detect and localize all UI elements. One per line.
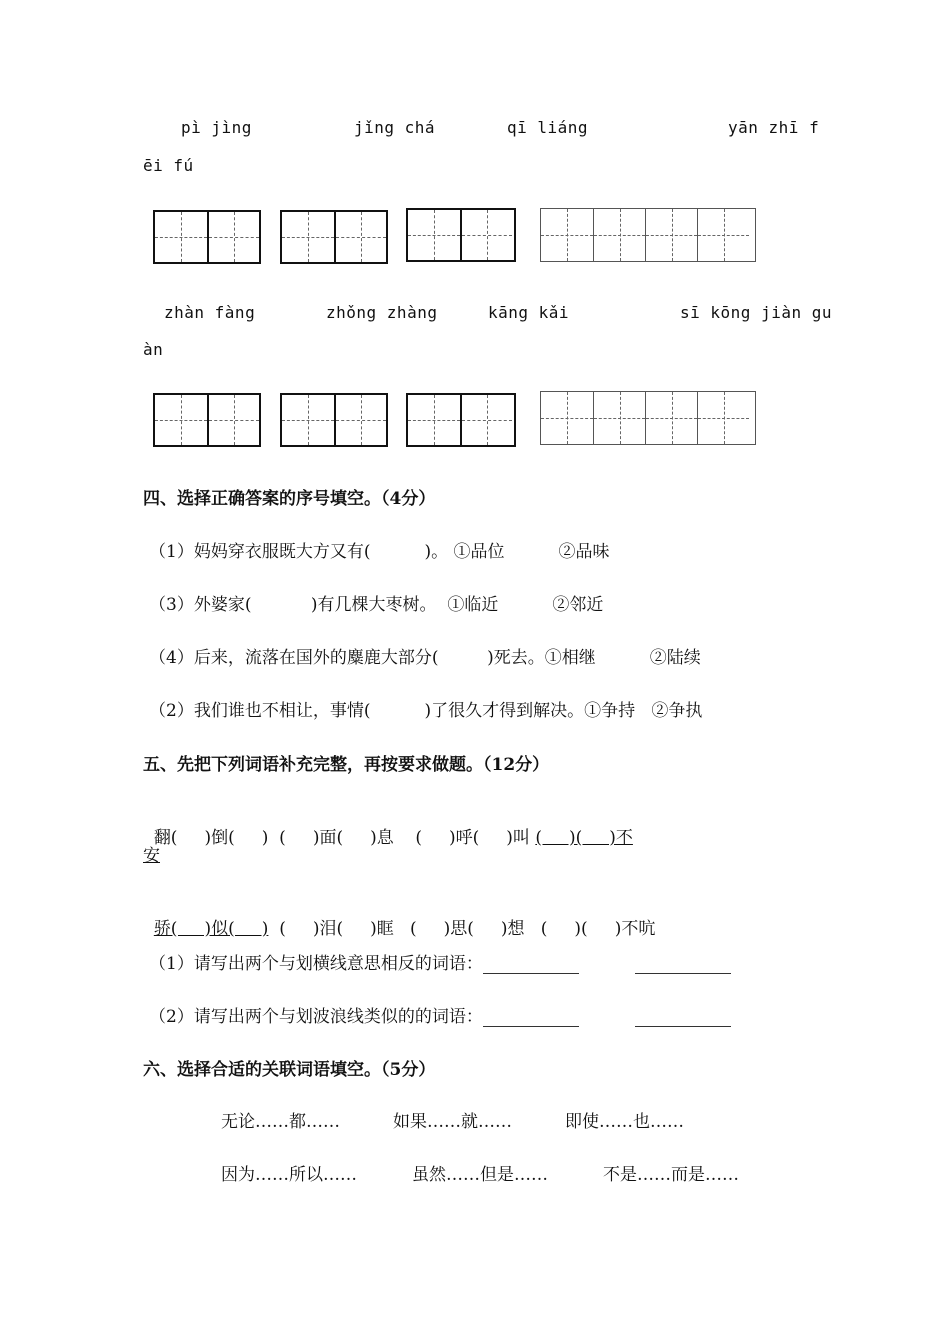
grid-cell[interactable] [155, 395, 207, 445]
section-4-q2: （2）我们谁也不相让，事情( )了很久才得到解决。①争持 ②争执 [149, 701, 703, 721]
pinyin-4: yān zhī f [728, 118, 820, 137]
conjunction-1: 无论……都…… [221, 1112, 340, 1132]
section-4-q4: （4）后来，流落在国外的麋鹿大部分( )死去。①相继 ②陆续 [149, 648, 701, 668]
answer-blank[interactable] [483, 1008, 579, 1027]
writing-grid-1[interactable] [153, 210, 261, 264]
pinyin-3: qī liáng [507, 118, 589, 137]
grid-cell[interactable] [697, 209, 749, 261]
idiom-blanks-1: 翻( )倒( ) ( )面( )息 ( )呼( )叫 [153, 828, 536, 848]
grid-cell[interactable] [541, 392, 593, 444]
conjunction-3: 即使……也…… [565, 1112, 684, 1132]
grid-cell[interactable] [334, 395, 386, 445]
conjunction-6: 不是……而是…… [603, 1165, 739, 1185]
answer-blank[interactable] [483, 955, 579, 974]
grid-cell[interactable] [282, 395, 334, 445]
underlined-idiom-1: ( )( )不 [535, 828, 633, 848]
section-5-q2-text: （2）请写出两个与划波浪线类似的的词语： [149, 1007, 483, 1027]
section-5-line-2 [143, 894, 655, 939]
section-4-q1: （1）妈妈穿衣服既大方又有( )。 ①品位 ②品味 [149, 542, 610, 562]
grid-cell[interactable] [207, 395, 259, 445]
grid-cell[interactable] [460, 210, 512, 260]
grid-cell[interactable] [645, 209, 697, 261]
grid-cell[interactable] [282, 212, 334, 262]
conjunction-4: 因为……所以…… [221, 1165, 357, 1185]
grid-cell[interactable] [408, 395, 460, 445]
writing-grid-3[interactable] [406, 208, 516, 262]
pinyin-6: zhǒng zhàng [326, 303, 438, 322]
grid-cell[interactable] [207, 212, 259, 262]
writing-grid-8[interactable] [540, 391, 756, 445]
grid-cell[interactable] [541, 209, 593, 261]
idiom-blanks-2: ( )泪( )眶 ( )思( )想 ( )( )不吭 [268, 919, 656, 939]
section-6-title: 六、选择合适的关联词语填空。（5分） [143, 1060, 436, 1080]
pinyin-8-cont: àn [143, 340, 164, 359]
conjunction-2: 如果……就…… [393, 1112, 512, 1132]
section-5-line-1 [143, 803, 633, 848]
grid-cell[interactable] [460, 395, 512, 445]
writing-grid-2[interactable] [280, 210, 388, 264]
pinyin-8: sī kōng jiàn gu [680, 303, 832, 322]
pinyin-2: jǐng chá [354, 118, 436, 137]
pinyin-4-cont: ēi fú [143, 156, 194, 175]
section-4-q3: （3）外婆家( )有几棵大枣树。 ①临近 ②邻近 [149, 595, 604, 615]
grid-cell[interactable] [408, 210, 460, 260]
pinyin-5: zhàn fàng [164, 303, 256, 322]
conjunction-5: 虽然……但是…… [412, 1165, 548, 1185]
grid-cell[interactable] [593, 392, 645, 444]
answer-blank[interactable] [635, 955, 731, 974]
grid-cell[interactable] [593, 209, 645, 261]
writing-grid-7[interactable] [406, 393, 516, 447]
underlined-idiom-2: 骄( )似( ) [153, 919, 269, 939]
grid-cell[interactable] [155, 212, 207, 262]
writing-grid-4[interactable] [540, 208, 756, 262]
writing-grid-6[interactable] [280, 393, 388, 447]
section-5-title: 五、先把下列词语补充完整，再按要求做题。（12分） [143, 755, 550, 775]
underlined-idiom-1-cont: 安 [143, 846, 160, 866]
section-5-q2 [149, 1002, 731, 1027]
writing-grid-5[interactable] [153, 393, 261, 447]
pinyin-7: kāng kǎi [488, 303, 570, 322]
grid-cell[interactable] [697, 392, 749, 444]
grid-cell[interactable] [334, 212, 386, 262]
pinyin-1: pì jìng [181, 118, 252, 137]
answer-blank[interactable] [635, 1008, 731, 1027]
section-5-q1-text: （1）请写出两个与划横线意思相反的词语： [149, 954, 483, 974]
section-4-title: 四、选择正确答案的序号填空。（4分） [143, 489, 436, 509]
grid-cell[interactable] [645, 392, 697, 444]
section-5-q1 [149, 949, 731, 974]
